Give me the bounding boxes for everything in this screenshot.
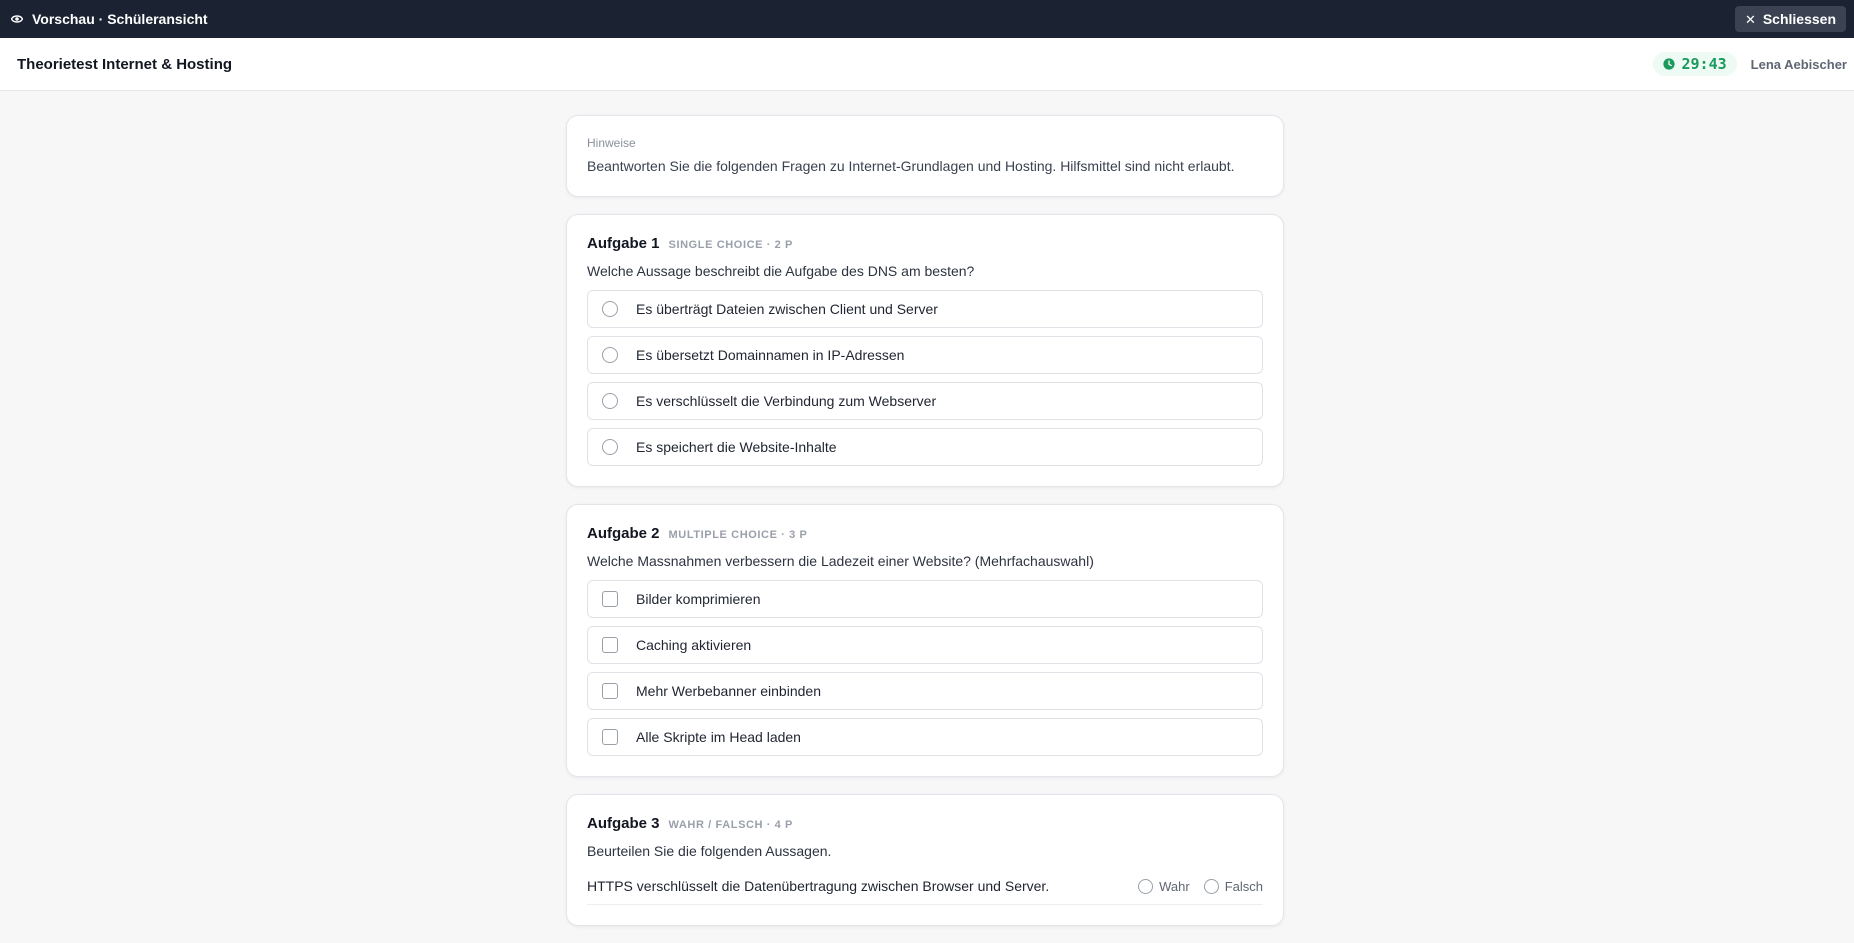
answer-option[interactable] (587, 290, 1263, 328)
question-card-3 (566, 794, 1284, 926)
hint-text: Beantworten Sie die folgenden Fragen zu Internet-Grundlagen und Hosting. Hilfsmittel sind nicht erlaubt. (587, 158, 1235, 174)
option-label: Alle Skripte im Head laden (636, 729, 801, 745)
question-card-2 (566, 504, 1284, 777)
true-false-row (587, 870, 1263, 905)
option-label: Es übersetzt Domainnamen in IP-Adressen (636, 347, 905, 363)
test-content (566, 115, 1284, 943)
question-title: Aufgabe 3 (587, 815, 660, 832)
test-header (0, 38, 1854, 91)
question-header (587, 235, 1263, 252)
clock-icon (1663, 58, 1675, 70)
answer-option[interactable] (587, 626, 1263, 664)
option-label: Bilder komprimieren (636, 591, 761, 607)
radio-button[interactable] (1138, 879, 1153, 894)
question-text: Welche Massnahmen verbessern die Ladezeit einer Website? (Mehrfachauswahl) (587, 553, 1094, 569)
option-label: Mehr Werbebanner einbinden (636, 683, 821, 699)
checkbox[interactable] (602, 683, 618, 699)
preview-title: Vorschau · Schüleransicht (32, 11, 208, 27)
close-icon: ✕ (1744, 11, 1756, 27)
timer-badge (1653, 52, 1737, 76)
answer-options (587, 580, 1263, 756)
question-header (587, 815, 1263, 832)
preview-indicator (11, 11, 208, 27)
answer-option[interactable] (587, 580, 1263, 618)
option-label: Es speichert die Website-Inhalte (636, 439, 837, 455)
answer-options (587, 290, 1263, 466)
question-header (587, 525, 1263, 542)
timer-value: 29:43 (1681, 55, 1727, 73)
question-type: WAHR / FALSCH · 4 P (668, 819, 793, 831)
answer-option[interactable] (587, 382, 1263, 420)
close-preview-button[interactable] (1735, 6, 1846, 32)
question-text: Beurteilen Sie die folgenden Aussagen. (587, 843, 832, 859)
radio-button[interactable] (602, 347, 618, 363)
true-label: Wahr (1159, 878, 1190, 894)
hint-label: Hinweise (587, 136, 636, 150)
hint-card (566, 115, 1284, 197)
false-label: Falsch (1224, 878, 1263, 894)
preview-bar (0, 0, 1854, 38)
question-title: Aufgabe 2 (587, 525, 660, 542)
answer-option[interactable] (587, 718, 1263, 756)
question-type: MULTIPLE CHOICE · 3 P (668, 529, 808, 541)
statement-text: HTTPS verschlüsselt die Datenübertragung zwischen Browser und Server. (587, 878, 1050, 894)
true-option[interactable] (1138, 879, 1190, 894)
answer-option[interactable] (587, 336, 1263, 374)
eye-icon (11, 14, 23, 24)
radio-button[interactable] (602, 301, 618, 317)
checkbox[interactable] (602, 637, 618, 653)
user-name: Lena Aebischer (1750, 56, 1847, 72)
true-false-choices (1138, 879, 1263, 894)
question-text: Welche Aussage beschreibt die Aufgabe des DNS am besten? (587, 263, 975, 279)
radio-button[interactable] (602, 393, 618, 409)
question-card-1 (566, 214, 1284, 487)
question-type: SINGLE CHOICE · 2 P (668, 239, 793, 251)
radio-button[interactable] (1204, 879, 1219, 894)
radio-button[interactable] (602, 439, 618, 455)
checkbox[interactable] (602, 729, 618, 745)
page-title: Theorietest Internet & Hosting (17, 55, 233, 73)
option-label: Caching aktivieren (636, 637, 752, 653)
answer-option[interactable] (587, 672, 1263, 710)
checkbox[interactable] (602, 591, 618, 607)
answer-option[interactable] (587, 428, 1263, 466)
false-option[interactable] (1204, 879, 1263, 894)
close-label: Schliessen (1762, 11, 1836, 27)
option-label: Es verschlüsselt die Verbindung zum Webserver (636, 393, 937, 409)
option-label: Es überträgt Dateien zwischen Client und Server (636, 301, 938, 317)
question-title: Aufgabe 1 (587, 235, 660, 252)
header-right (1653, 52, 1848, 76)
